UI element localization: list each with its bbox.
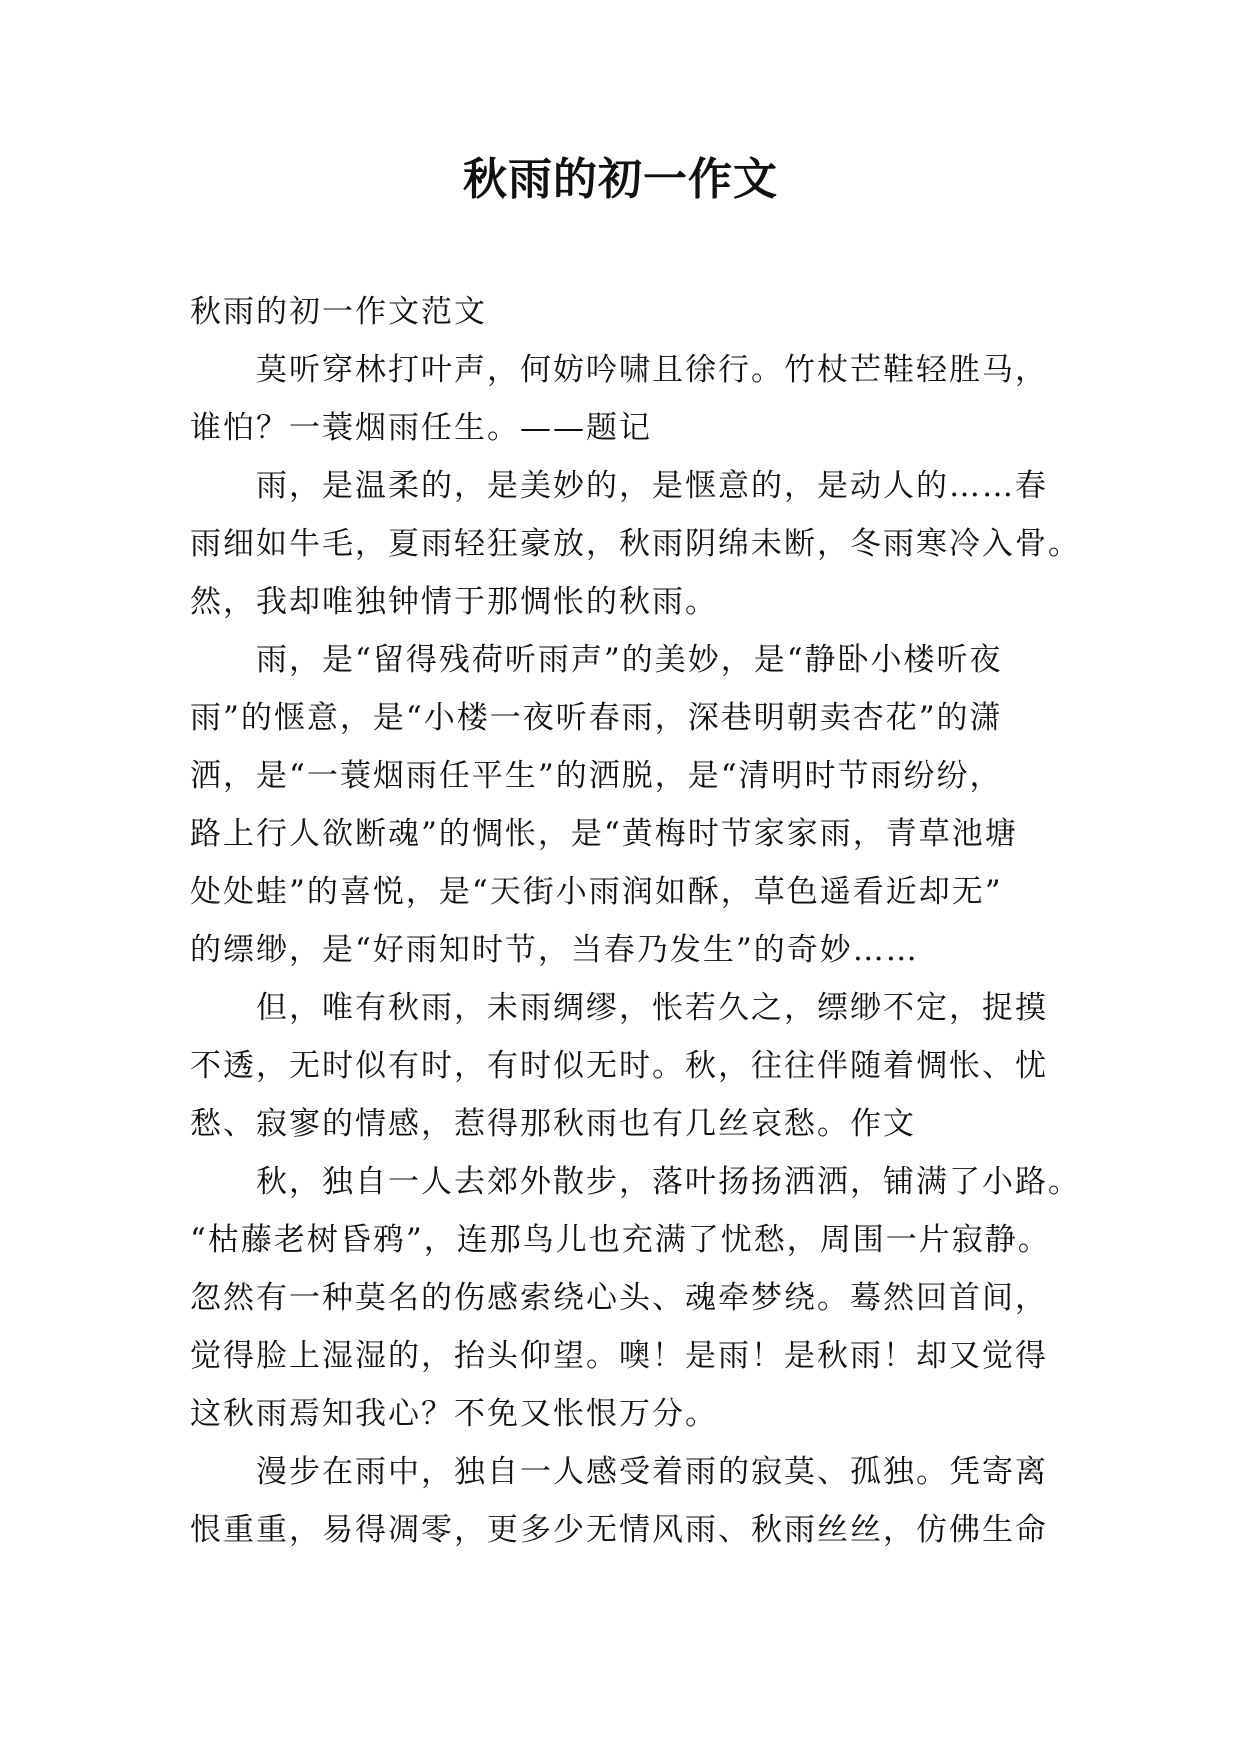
text-line: 雨，是“留得残荷听雨声”的美妙，是“静卧小楼听夜 bbox=[256, 642, 1003, 678]
document-body bbox=[190, 283, 1081, 1559]
text-line: 雨”的惬意，是“小楼一夜听春雨，深巷明朝卖杏花”的潇 bbox=[190, 700, 1003, 736]
text-line: 恨重重，易得凋零，更多少无情风雨、秋雨丝丝，仿佛生命 bbox=[190, 1512, 1048, 1548]
text-line: 秋，独自一人去郊外散步，落叶扬扬洒洒，铺满了小路。 bbox=[256, 1164, 1081, 1200]
subtitle-line: 秋雨的初一作文范文 bbox=[190, 294, 487, 330]
text-line: 漫步在雨中，独自一人感受着雨的寂莫、孤独。凭寄离 bbox=[256, 1454, 1048, 1490]
text-line: 雨细如牛毛，夏雨轻狂豪放，秋雨阴绵未断，冬雨寒冷入骨。 bbox=[190, 526, 1081, 562]
page-title: 秋雨的初一作文 bbox=[463, 154, 778, 205]
text-line: 不透，无时似有时，有时似无时。秋，往往伴随着惆怅、忧 bbox=[190, 1048, 1048, 1084]
text-line: 这秋雨焉知我心？不免又怅恨万分。 bbox=[190, 1396, 718, 1432]
text-line: 然，我却唯独钟情于那惆怅的秋雨。 bbox=[190, 584, 718, 620]
text-line: 路上行人欲断魂”的惆怅，是“黄梅时节家家雨，青草池塘 bbox=[190, 816, 1018, 852]
text-line: 觉得脸上湿湿的，抬头仰望。噢！是雨！是秋雨！却又觉得 bbox=[190, 1338, 1048, 1374]
text-line: 忽然有一种莫名的伤感索绕心头、魂牵梦绕。蓦然回首间， bbox=[190, 1280, 1048, 1316]
text-line: 但，唯有秋雨，未雨绸缪，怅若久之，缥缈不定，捉摸 bbox=[256, 990, 1048, 1026]
text-line: 雨，是温柔的，是美妙的，是惬意的，是动人的……春 bbox=[256, 468, 1048, 504]
text-line: 的缥缈，是“好雨知时节，当春乃发生”的奇妙…… bbox=[190, 932, 919, 968]
text-line: 谁怕？一蓑烟雨任生。——题记 bbox=[190, 410, 652, 446]
text-line: 愁、寂寥的情感，惹得那秋雨也有几丝哀愁。作文 bbox=[190, 1106, 916, 1142]
text-line: 莫听穿林打叶声，何妨吟啸且徐行。竹杖芒鞋轻胜马， bbox=[256, 352, 1048, 388]
text-line: 洒，是“一蓑烟雨任平生”的洒脱，是“清明时节雨纷纷， bbox=[190, 758, 1003, 794]
text-line: “枯藤老树昏鸦”，连那鸟儿也充满了忧愁，周围一片寂静。 bbox=[190, 1222, 1051, 1258]
text-line: 处处蛙”的喜悦，是“天街小雨润如酥，草色遥看近却无” bbox=[190, 874, 1003, 910]
